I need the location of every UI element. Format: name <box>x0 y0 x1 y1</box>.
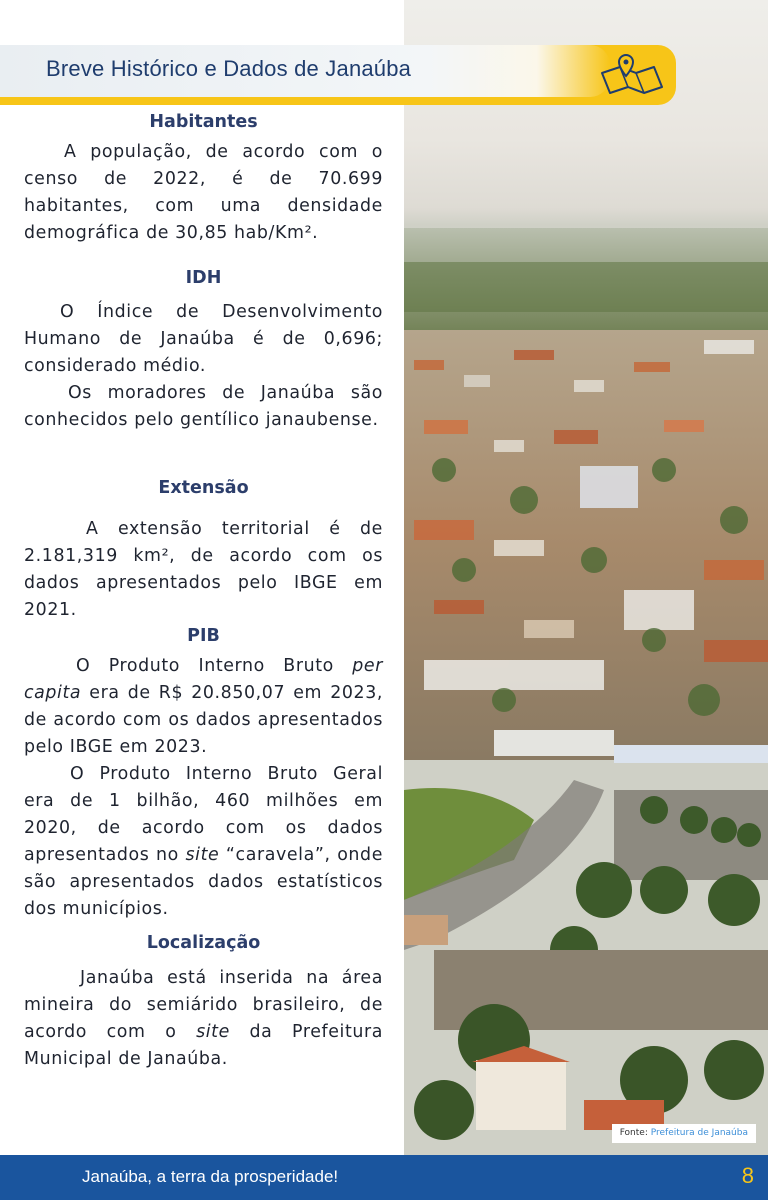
pib-paragraph-2 <box>24 761 383 923</box>
heading-pib: PIB <box>187 626 220 646</box>
localizacao-paragraph <box>24 965 383 1073</box>
header-banner <box>0 45 676 105</box>
footer-bar <box>0 1155 768 1200</box>
photo-credit-label: Fonte: <box>619 1128 648 1138</box>
page-number: 8 <box>741 1163 754 1188</box>
pib-p2-emphasis: site <box>185 845 220 865</box>
section-habitantes <box>24 139 383 247</box>
photo-credit-source: Prefeitura de Janaúba <box>650 1128 748 1138</box>
heading-localizacao: Localização <box>146 933 261 953</box>
city-aerial-illustration <box>404 0 768 1155</box>
pib-paragraph-1 <box>24 653 383 761</box>
localizacao-text-b: da Prefeitura Municipal de Janaúba. <box>24 1022 384 1069</box>
section-idh <box>24 299 383 434</box>
pib-p1-emphasis: per capita <box>24 656 383 703</box>
photo-credit <box>612 1124 756 1143</box>
page-title: Breve Histórico e Dados de Janaúba <box>46 56 412 81</box>
pib-p1-text-b: era de R$ 20.850,07 em 2023, de acordo com os dados apresentados pelo IBGE em 2023. <box>24 683 383 757</box>
habitantes-paragraph: A população, de acordo com o censo de 2022, é de 70.699 habitantes, com uma densidade demográfica de 30,85 hab/Km². <box>24 142 383 243</box>
heading-habitantes: Habitantes <box>149 112 258 132</box>
section-localizacao <box>24 965 383 1073</box>
heading-idh: IDH <box>185 268 222 288</box>
extensao-paragraph: A extensão territorial é de 2.181,319 km², de acordo com os dados apresentados pelo IBGE em 2021. <box>24 519 383 620</box>
map-pin-icon <box>596 51 668 99</box>
idh-paragraph-2: Os moradores de Janaúba são conhecidos pelo gentílico janaubense. <box>24 383 383 430</box>
header-title-band <box>0 45 610 97</box>
pib-p2-text-b: “caravela”, onde são apresentados dados estatísticos dos municípios. <box>24 845 383 919</box>
pib-p2-text-a: O Produto Interno Bruto Geral era de 1 bilhão, 460 milhões em 2020, de acordo com os dados apresentados no <box>24 764 383 865</box>
idh-paragraph-1: O Índice de Desenvolvimento Humano de Janaúba é de 0,696; considerado médio. <box>24 302 383 376</box>
footer-slogan: Janaúba, a terra da prosperidade! <box>82 1167 339 1186</box>
section-extensao <box>24 516 383 624</box>
localizacao-text-a: Janaúba está inserida na área mineira do semiárido brasileiro, de acordo com o <box>24 968 383 1042</box>
localizacao-emphasis: site <box>196 1022 230 1042</box>
city-aerial-photo <box>404 0 768 1155</box>
heading-extensao: Extensão <box>158 478 249 498</box>
section-pib <box>24 653 383 923</box>
pib-p1-text-a: O Produto Interno Bruto <box>76 656 353 676</box>
